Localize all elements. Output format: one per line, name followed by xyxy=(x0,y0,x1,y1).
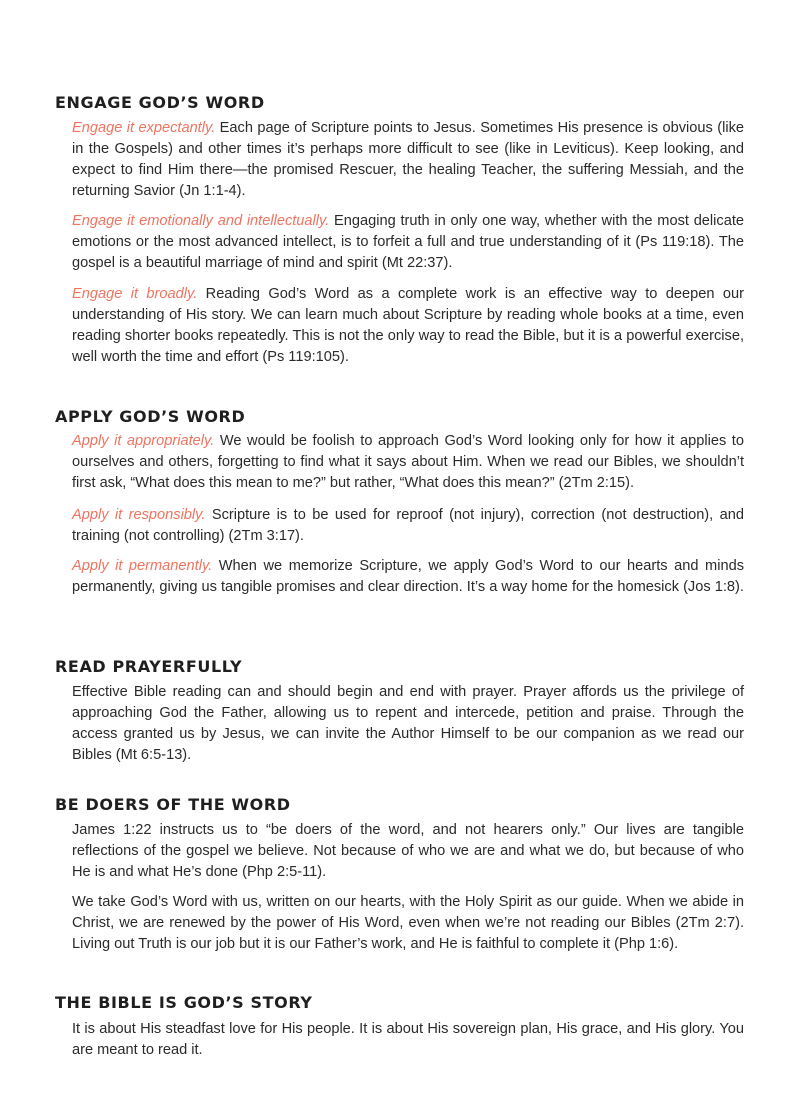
paragraph xyxy=(72,820,744,883)
section-heading: THE BIBLE IS GOD’S STORY xyxy=(55,993,313,1012)
paragraph-text: We take God’s Word with us, written on our hearts, with the Holy Spirit as our guide. When we abide in Christ, we are renewed by the power of His Word, even when we’re not reading our Bibles (2Tm 2:7). Living out Truth is our job but it is our Father’s work, and He is faithful to complete it (Php 1:6). xyxy=(72,894,744,952)
section-heading: BE DOERS OF THE WORD xyxy=(55,795,291,814)
paragraph-lead: Apply it responsibly. xyxy=(72,507,206,523)
paragraph-text: James 1:22 instructs us to “be doers of the word, and not hearers only.” Our lives are tangible reflections of the gospel we believe. Not because of who we are and what we do, but because of who He is and what He’s done (Php 2:5-11). xyxy=(72,822,744,880)
paragraph-text: Reading God’s Word as a complete work is an effective way to deepen our understanding of His story. We can learn much about Scripture by reading whole books at a time, even reading shorter books repeatedly. This is not the only way to read the Bible, but it is a powerful exercise, well worth the time and effort (Ps 119:105). xyxy=(72,286,744,365)
paragraph-lead: Apply it appropriately. xyxy=(72,433,215,449)
paragraph-text: Effective Bible reading can and should begin and end with prayer. Prayer affords us the privilege of approaching God the Father, allowing us to repent and intercede, petition and praise. Through the access granted us by Jesus, we can invite the Author Himself to be our companion as we read our Bibles (Mt 6:5-13). xyxy=(72,684,744,763)
paragraph xyxy=(72,118,744,202)
paragraph-text: Engaging truth in only one way, whether with the most delicate emotions or the most advanced intellect, is to forfeit a full and true understanding of it (Ps 119:18). The gospel is a beautiful marriage of mind and spirit (Mt 22:37). xyxy=(72,213,744,271)
paragraph xyxy=(72,1019,744,1061)
section-heading: READ PRAYERFULLY xyxy=(55,657,243,676)
paragraph-lead: Engage it emotionally and intellectually. xyxy=(72,213,330,229)
paragraph xyxy=(72,431,744,494)
paragraph xyxy=(72,892,744,955)
paragraph-lead: Engage it broadly. xyxy=(72,286,198,302)
paragraph-text: When we memorize Scripture, we apply God’s Word to our hearts and minds permanently, giving us tangible promises and clear direction. It’s a way home for the homesick (Jos 1:8). xyxy=(72,558,744,595)
paragraph xyxy=(72,556,744,598)
paragraph xyxy=(72,682,744,766)
paragraph xyxy=(72,505,744,547)
paragraph-lead: Apply it permanently. xyxy=(72,558,213,574)
section-heading: ENGAGE GOD’S WORD xyxy=(55,93,265,112)
paragraph-lead: Engage it expectantly. xyxy=(72,120,216,136)
paragraph-text: Each page of Scripture points to Jesus. Sometimes His presence is obvious (like in the Gospels) and other times it’s perhaps more difficult to see (like in Leviticus). Keep looking, and expect to find Him there—the promised Rescuer, the healing Teacher, the suffering Messiah, and the returning Savior (Jn 1:1-4). xyxy=(72,120,744,199)
paragraph xyxy=(72,211,744,274)
section-heading: APPLY GOD’S WORD xyxy=(55,407,246,426)
paragraph-text: We would be foolish to approach God’s Word looking only for how it applies to ourselves and others, forgetting to find what it says about Him. When we read our Bibles, we shouldn’t first ask, “What does this mean to me?” but rather, “What does this mean?” (2Tm 2:15). xyxy=(72,433,744,491)
paragraph-text: It is about His steadfast love for His people. It is about His sovereign plan, His grace, and His glory. You are meant to read it. xyxy=(72,1021,744,1058)
paragraph-text: Scripture is to be used for reproof (not injury), correction (not destruction), and training (not controlling) (2Tm 3:17). xyxy=(72,507,744,544)
paragraph xyxy=(72,284,744,368)
